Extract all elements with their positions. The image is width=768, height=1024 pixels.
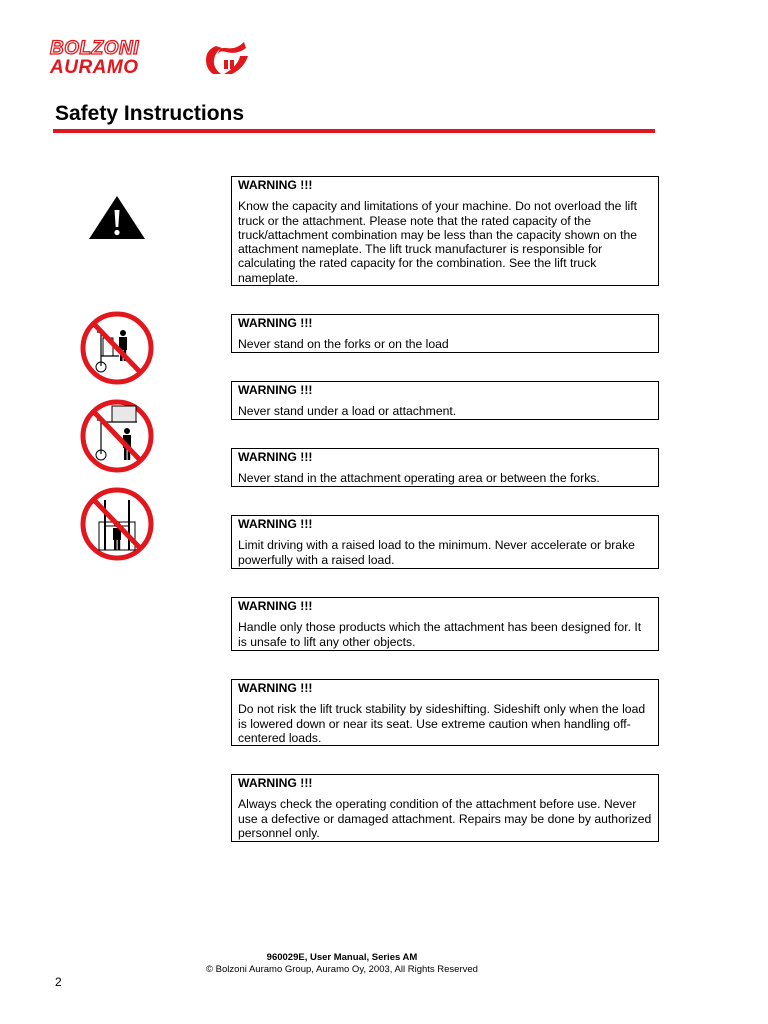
no-standing-between-forks-icon <box>79 486 155 562</box>
footer-copyright: © Bolzoni Auramo Group, Auramo Oy, 2003, All Rights Reserved <box>206 964 478 975</box>
warning-text: Never stand under a load or attachment. <box>238 404 457 419</box>
warning-heading: WARNING !!! <box>238 776 313 790</box>
logo-line2: AURAMO <box>50 57 139 78</box>
warning-box <box>231 597 659 651</box>
title-divider <box>53 129 655 133</box>
warning-box <box>231 314 659 353</box>
warning-text: Limit driving with a raised load to the minimum. Never accelerate or brake powerfully with a raised load. <box>238 538 635 567</box>
footer-document-id: 960029E, User Manual, Series AM <box>266 952 418 963</box>
logo-emblem-icon <box>206 42 248 74</box>
warning-box <box>231 381 659 420</box>
warning-box <box>231 515 659 569</box>
page-title: Safety Instructions <box>55 102 245 125</box>
warning-text: Know the capacity and limitations of your machine. Do not overload the lift truck or the attachment. Please note that the rated capacity of the truck/attachment combination may be less than the capacity shown on the attachment nameplate. The lift truck manufacturer is responsible for calculating the rated capacity for the combination. See the lift truck nameplate. <box>238 199 638 285</box>
warning-box <box>231 679 659 746</box>
warning-box <box>231 176 659 286</box>
warning-box <box>231 774 659 842</box>
page-number: 2 <box>55 975 62 989</box>
bolzoni-auramo-logo <box>48 36 253 78</box>
no-standing-under-load-icon <box>79 398 155 474</box>
warning-text: Never stand on the forks or on the load <box>238 337 449 352</box>
warning-text: Always check the operating condition of the attachment before use. Never use a defective or damaged attachment. Repairs may be done by authorized personnel only. <box>238 797 652 840</box>
warning-heading: WARNING !!! <box>238 316 313 330</box>
warning-triangle-icon <box>87 194 147 240</box>
warning-text: Never stand in the attachment operating area or between the forks. <box>238 471 600 486</box>
warning-heading: WARNING !!! <box>238 178 313 192</box>
warning-heading: WARNING !!! <box>238 450 313 464</box>
warning-text: Handle only those products which the attachment has been designed for. It is unsafe to lift any other objects. <box>238 620 642 649</box>
no-standing-on-forks-icon <box>79 310 155 386</box>
warning-heading: WARNING !!! <box>238 681 313 695</box>
warning-box <box>231 448 659 487</box>
warning-heading: WARNING !!! <box>238 383 313 397</box>
warning-heading: WARNING !!! <box>238 599 313 613</box>
warning-heading: WARNING !!! <box>238 517 313 531</box>
logo-line1: BOLZONI <box>50 38 139 59</box>
warning-text: Do not risk the lift truck stability by sideshifting. Sideshift only when the load is lowered down or near its seat. Use extreme caution when handling off-centered loads. <box>238 702 646 745</box>
